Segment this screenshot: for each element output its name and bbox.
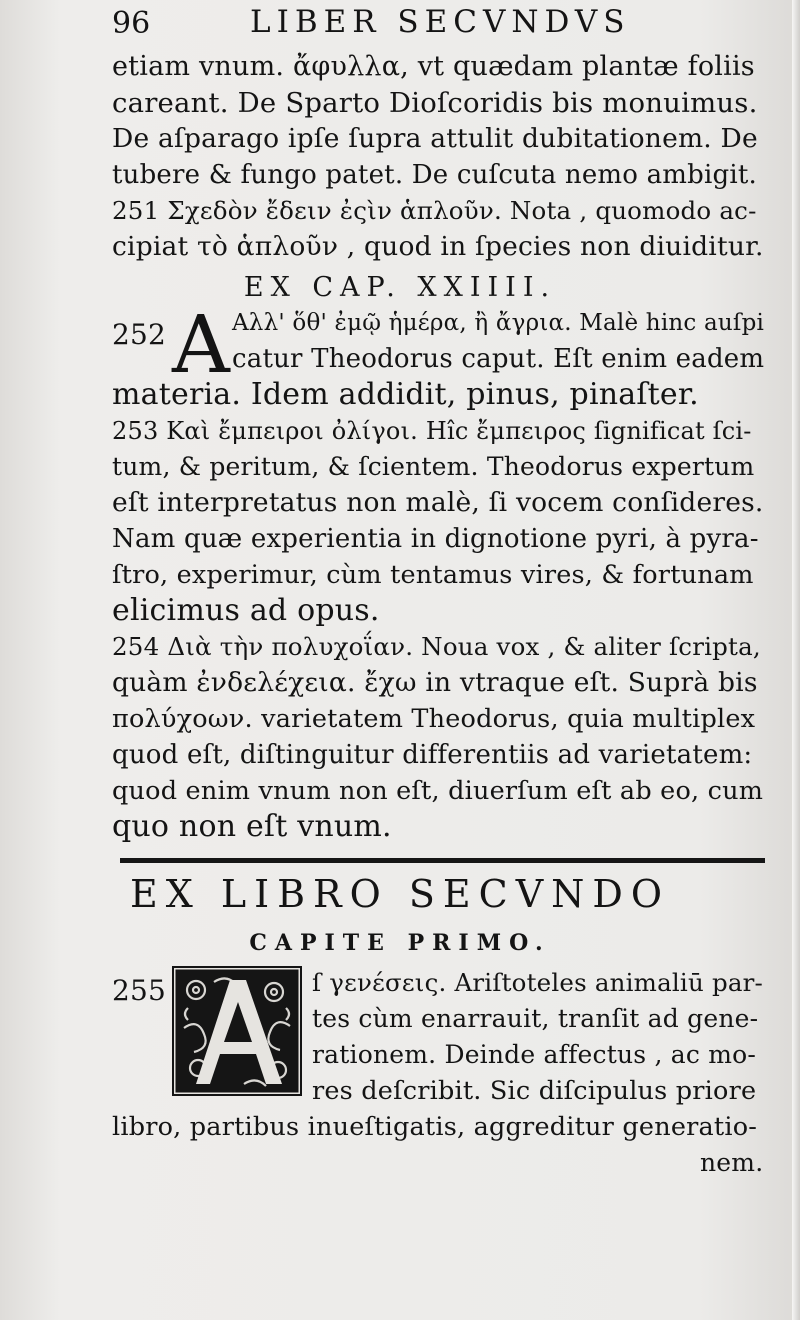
text-line: tes cùm enarrauit, tranſit ad gene- xyxy=(312,1004,759,1033)
text-line: 254 Διὰ τὴν πολυχοΐαν. Noua vox , & aliter ſcripta, xyxy=(112,632,761,661)
sub-heading: CAPITE PRIMO. xyxy=(249,930,551,956)
text-line: πολύχοων. varietatem Theodorus, quia multiplex xyxy=(112,704,756,734)
text-line: tubere & fungo patet. De cuſcuta nemo ambigit. xyxy=(112,160,757,190)
drop-cap: A xyxy=(172,298,230,391)
text-line: 253 Καὶ ἔμπειροι ὀλίγοι. Hîc ἔμπειρος ſignificat ſci- xyxy=(112,417,752,445)
text-line: elicimus ad opus. xyxy=(112,593,380,628)
text-line: eſt interpretatus non malè, ſi vocem conſideres. xyxy=(112,487,764,518)
text-line: etiam vnum. ἄφυλλα, vt quædam plantæ foliis xyxy=(112,51,755,82)
text-line: res deſcribit. Sic diſcipulus priore xyxy=(312,1076,757,1106)
chapter-heading: EX CAP. XXIIII. xyxy=(243,272,557,303)
text-line: Nam quæ experientia in dignotione pyri, à pyra- xyxy=(112,524,759,554)
text-line: materia. Idem addidit, pinus, pinaſter. xyxy=(112,377,699,412)
text-line: catur Theodorus caput. Eſt enim eadem xyxy=(232,344,765,374)
text-line: cipiat τὸ ἁπλοῦν , quod in ſpecies non diuiditur. xyxy=(112,231,764,262)
text-line: 251 Σχεδὸν ἔδειν ἐςὶν ἁπλοῦν. Nota , quomodo ac- xyxy=(112,196,757,225)
horizontal-rule xyxy=(120,858,765,863)
text-line: quod eſt, diſtinguitur differentiis ad varietatem: xyxy=(112,740,753,770)
page-number: 96 xyxy=(112,6,151,41)
text-line: quod enim vnum non eſt, diuerſum eſt ab eo, cum xyxy=(112,776,764,806)
text-line: libro, partibus inueſtigatis, aggreditur generatio- xyxy=(112,1112,758,1142)
text-line: ſtro, experimur, cùm tentamus vires, & fortunam xyxy=(112,560,754,590)
book-heading: EX LIBRO SECVNDO xyxy=(129,872,671,916)
ornamental-initial-a xyxy=(172,966,302,1096)
text-line: rationem. Deinde affectus , ac mo- xyxy=(312,1040,757,1069)
running-title: LIBER SECVNDVS xyxy=(250,4,631,40)
text-line: ſ γενέσεις. Ariſtoteles animaliū par- xyxy=(312,968,764,997)
text-line: careant. De Sparto Dioſcoridis bis monuimus. xyxy=(112,87,758,119)
text-line: quàm ἐνδελέχεια. ἔχω in vtraque eſt. Suprà bis xyxy=(112,667,758,698)
text-line: tum, & peritum, & ſcientem. Theodorus expertum xyxy=(112,452,755,481)
text-line: Αλλ' ὅθ' ἐμῷ ἡμέρα, ἢ ἄγρια. Malè hinc auſpi xyxy=(232,310,765,336)
note-number: 252 xyxy=(112,318,167,351)
text-line: De aſparago ipſe ſupra attulit dubitationem. De xyxy=(112,123,758,154)
text-line: nem. xyxy=(700,1148,764,1177)
page-edge xyxy=(792,0,800,1320)
note-number: 255 xyxy=(112,974,167,1007)
text-line: quo non eſt vnum. xyxy=(112,809,392,844)
